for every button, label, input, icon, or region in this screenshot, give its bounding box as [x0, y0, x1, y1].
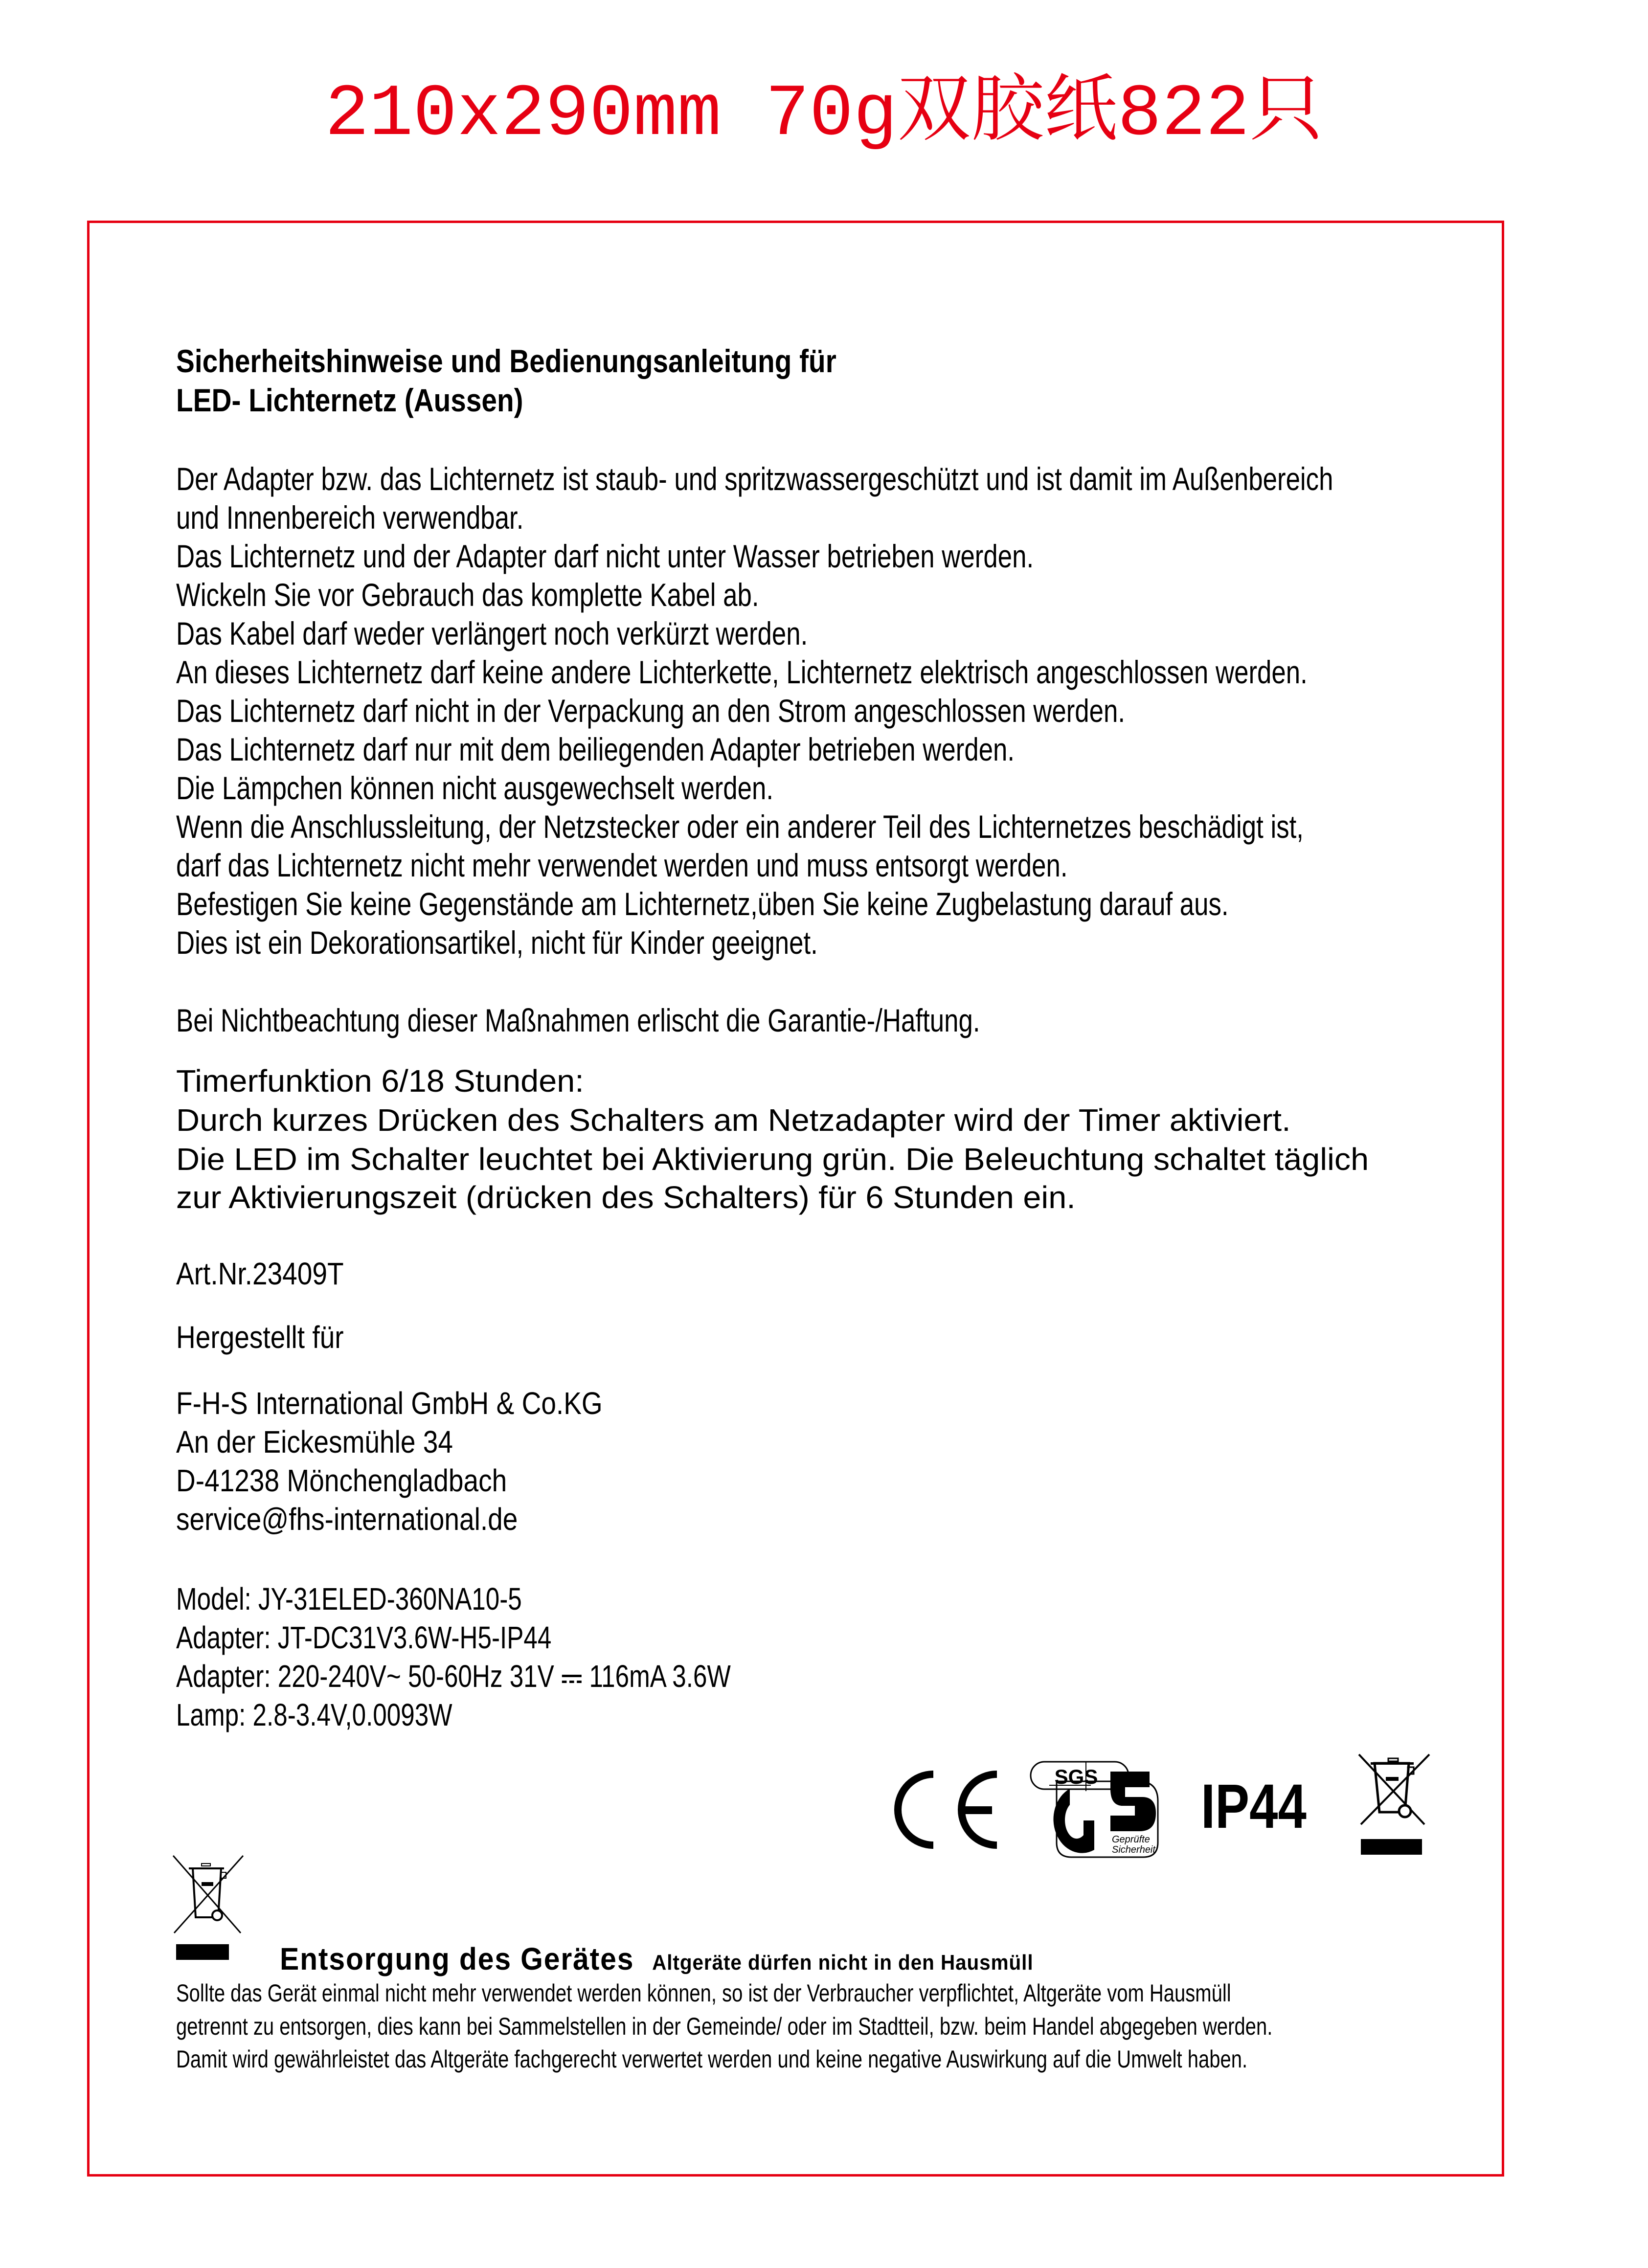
- adapter-rating-prefix: Adapter: 220-240V~ 50-60Hz 31V: [176, 1659, 554, 1694]
- disposal-line: getrennt zu entsorgen, dies kann bei Sammelstellen in der Gemeinde/ oder im Stadtteil, bzw. beim Handel abgegeben werden.: [176, 2013, 1273, 2040]
- instruction-line: darf das Lichternetz nicht mehr verwendet werden und muss entsorgt werden.: [176, 847, 1068, 883]
- timer-line: zur Aktivierungszeit (drücken des Schalters) für 6 Stunden ein.: [176, 1180, 1076, 1215]
- timer-title: Timerfunktion 6/18 Stunden:: [176, 1063, 584, 1099]
- company-street: An der Eickesmühle 34: [176, 1424, 453, 1460]
- heading-line-1: Sicherheitshinweise und Bedienungsanleitung für: [176, 343, 836, 379]
- ip44-rating: IP44: [1201, 1772, 1307, 1841]
- spec-adapter-rating: [176, 1657, 731, 1696]
- spec-adapter-model: Adapter: JT-DC31V3.6W-H5-IP44: [176, 1620, 552, 1655]
- dc-current-icon: [561, 1657, 582, 1696]
- sgs-text: SGS: [1054, 1765, 1098, 1788]
- disposal-line: Sollte das Gerät einmal nicht mehr verwendet werden können, so ist der Verbraucher verpflichtet, Altgeräte vom Hausmüll: [176, 1979, 1231, 2007]
- instruction-line: Die Lämpchen können nicht ausgewechselt werden.: [176, 770, 774, 806]
- instruction-line: Das Lichternetz darf nicht in der Verpackung an den Strom angeschlossen werden.: [176, 693, 1126, 729]
- sgs-gs-mark: [1030, 1757, 1176, 1864]
- instruction-line: Der Adapter bzw. das Lichternetz ist staub- und spritzwassergeschützt und ist damit im Außenbereich: [176, 461, 1333, 497]
- print-spec-title: 210x290mm 70g双胶纸822只: [325, 73, 1323, 157]
- company-email: service@fhs-international.de: [176, 1502, 518, 1537]
- spec-lamp: Lamp: 2.8-3.4V,0.0093W: [176, 1697, 452, 1732]
- timer-line: Die LED im Schalter leuchtet bei Aktivierung grün. Die Beleuchtung schaltet täglich: [176, 1142, 1369, 1177]
- made-for-label: Hergestellt für: [176, 1320, 344, 1355]
- heading-line-2: LED- Lichternetz (Aussen): [176, 382, 523, 418]
- disposal-title: Entsorgung des Gerätes: [280, 1941, 634, 1976]
- ce-mark-icon: [884, 1761, 997, 1856]
- instruction-line: Befestigen Sie keine Gegenstände am Lichternetz,üben Sie keine Zugbelastung darauf aus.: [176, 886, 1229, 922]
- spec-model: Model: JY-31ELED-360NA10-5: [176, 1581, 522, 1617]
- instruction-line: Das Kabel darf weder verlängert noch verkürzt werden.: [176, 615, 808, 651]
- gs-caption-1: Geprüfte: [1112, 1834, 1150, 1845]
- weee-bin-icon: [1355, 1753, 1433, 1883]
- adapter-rating-suffix: 116mA 3.6W: [589, 1659, 731, 1694]
- article-number: Art.Nr.23409T: [176, 1256, 344, 1291]
- company-city: D-41238 Mönchengladbach: [176, 1463, 507, 1498]
- disposal-subtitle: Altgeräte dürfen nicht in den Hausmüll: [652, 1951, 1034, 1975]
- instruction-line: Das Lichternetz darf nur mit dem beiliegenden Adapter betrieben werden.: [176, 731, 1015, 767]
- disposal-line: Damit wird gewährleistet das Altgeräte fachgerecht verwertet werden und keine negative Auswirkung auf die Umwelt haben.: [176, 2045, 1248, 2073]
- warranty-notice: Bei Nichtbeachtung dieser Maßnahmen erlischt die Garantie-/Haftung.: [176, 1002, 980, 1038]
- weee-disposal-icon: [172, 1855, 246, 1979]
- instruction-line: und Innenbereich verwendbar.: [176, 499, 524, 536]
- instruction-line: Wenn die Anschlussleitung, der Netzstecker oder ein anderer Teil des Lichternetzes beschädigt ist,: [176, 808, 1304, 845]
- timer-line: Durch kurzes Drücken des Schalters am Netzadapter wird der Timer aktiviert.: [176, 1102, 1291, 1138]
- company-name: F-H-S International GmbH & Co.KG: [176, 1386, 603, 1421]
- instruction-line: Das Lichternetz und der Adapter darf nicht unter Wasser betrieben werden.: [176, 538, 1034, 574]
- gs-caption-2: Sicherheit: [1112, 1844, 1155, 1855]
- instruction-line: Dies ist ein Dekorationsartikel, nicht für Kinder geeignet.: [176, 924, 818, 961]
- instruction-line: An dieses Lichternetz darf keine andere Lichterkette, Lichternetz elektrisch angeschlossen werden.: [176, 654, 1308, 690]
- instruction-line: Wickeln Sie vor Gebrauch das komplette Kabel ab.: [176, 577, 759, 613]
